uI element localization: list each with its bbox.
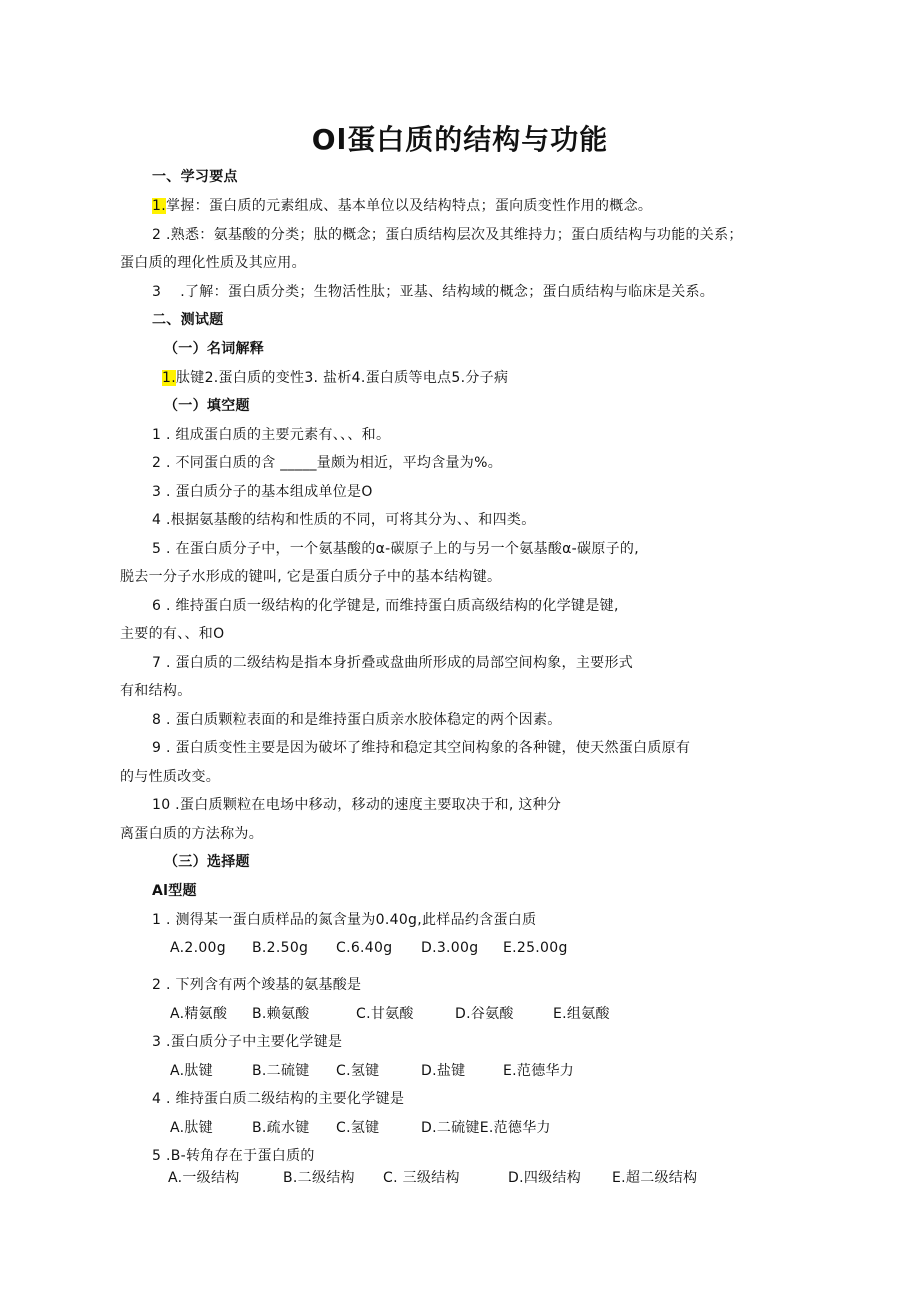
point-understand: 3 .了解：蛋白质分类；生物活性肽；亚基、结构域的概念；蛋白质结构与临床是关系。 [152, 284, 715, 300]
fill-item: 9 . 蛋白质变性主要是因为破坏了维持和稳定其空间构象的各种键，使天然蛋白质原有 [152, 740, 691, 756]
option: C.氢键 [336, 1063, 380, 1079]
fill-item: 7 . 蛋白质的二级结构是指本身折叠或盘曲所形成的局部空间构象，主要形式 [152, 655, 634, 671]
subheading-fill: （一）填空题 [164, 398, 250, 414]
highlight-number: 1. [152, 198, 166, 214]
fill-item-cont: 离蛋白质的方法称为。 [120, 826, 263, 842]
section-heading-study-points: 一、学习要点 [152, 169, 238, 185]
section-heading-tests: 二、测试题 [152, 312, 224, 328]
point-familiar: 2 .熟悉：氨基酸的分类；肽的概念；蛋白质结构层次及其维持力；蛋白质结构与功能的关系； [152, 227, 743, 243]
point-master-text: 掌握：蛋白质的元素组成、基本单位以及结构特点；蛋向质变性作用的概念。 [165, 198, 653, 214]
option: A.精氨酸 [170, 1006, 228, 1022]
mcq-question: 2 . 下列含有两个竣基的氨基酸是 [152, 977, 362, 993]
fill-item: 6 . 维持蛋白质一级结构的化学键是, 而维持蛋白质高级结构的化学键是键, [152, 598, 619, 614]
fill-item: 1 . 组成蛋白质的主要元素有、、、和。 [152, 427, 391, 443]
option: B.赖氨酸 [252, 1006, 310, 1022]
page-title: Ol蛋白质的结构与功能 [311, 123, 609, 156]
option: D.盐键 [421, 1063, 466, 1079]
option: C.甘氨酸 [356, 1006, 414, 1022]
option: D.二硫键E.范德华力 [421, 1120, 551, 1136]
option: A.肽键 [170, 1120, 213, 1136]
option: A.2.00g [170, 940, 226, 956]
option: E.25.00g [503, 940, 568, 956]
option: C.6.40g [336, 940, 393, 956]
question-type: Al型题 [152, 883, 197, 899]
fill-item-cont: 的与性质改变。 [120, 769, 221, 785]
terms-text: 肽键2.蛋白质的变性3. 盐析4.蛋白质等电点5.分子病 [175, 370, 509, 386]
option: B.疏水键 [252, 1120, 310, 1136]
mcq-question: 1 . 测得某一蛋白质样品的氮含量为0.40g,此样品约含蛋白质 [152, 912, 537, 928]
option: C.氢键 [336, 1120, 380, 1136]
subheading-terms: （一）名词解释 [164, 341, 265, 357]
option: B.二级结构 [283, 1170, 355, 1186]
option: D.谷氨酸 [455, 1006, 514, 1022]
mcq-question: 3 .蛋白质分子中主要化学键是 [152, 1034, 343, 1050]
option: E.超二级结构 [612, 1170, 698, 1186]
mcq-question: 4 . 维持蛋白质二级结构的主要化学键是 [152, 1091, 405, 1107]
point-master [152, 196, 652, 216]
option: E.组氨酸 [553, 1006, 610, 1022]
fill-item: 4 .根据氨基酸的结构和性质的不同，可将其分为、、和四类。 [152, 512, 536, 528]
highlight-number: 1. [162, 370, 176, 386]
subheading-choice: （三）选择题 [164, 854, 250, 870]
fill-item: 8 . 蛋白质颗粒表面的和是维持蛋白质亲水胶体稳定的两个因素。 [152, 712, 562, 728]
option: C. 三级结构 [383, 1170, 460, 1186]
fill-item-cont: 主要的有、、和O [120, 626, 225, 642]
option: D.四级结构 [508, 1170, 582, 1186]
option: A.肽键 [170, 1063, 213, 1079]
option: A.一级结构 [168, 1170, 240, 1186]
option: B.二硫键 [252, 1063, 310, 1079]
terms-line [162, 368, 508, 388]
fill-item: 3 . 蛋白质分子的基本组成单位是O [152, 484, 373, 500]
fill-item: 5 . 在蛋白质分子中，一个氨基酸的α-碳原子上的与另一个氨基酸α-碳原子的, [152, 541, 639, 557]
option: E.范德华力 [503, 1063, 575, 1079]
point-familiar-cont: 蛋白质的理化性质及其应用。 [120, 255, 306, 271]
fill-item: 2 . 不同蛋白质的含 _____量颇为相近，平均含量为%。 [152, 455, 503, 471]
fill-item: 10 .蛋白质颗粒在电场中移动，移动的速度主要取决于和, 这种分 [152, 797, 562, 813]
mcq-question: 5 .B-转角存在于蛋白质的 [152, 1148, 315, 1164]
option: D.3.00g [421, 940, 479, 956]
fill-item-cont: 有和结构。 [120, 683, 192, 699]
fill-item-cont: 脱去一分子水形成的键叫, 它是蛋白质分子中的基本结构键。 [120, 569, 502, 585]
option: B.2.50g [252, 940, 309, 956]
